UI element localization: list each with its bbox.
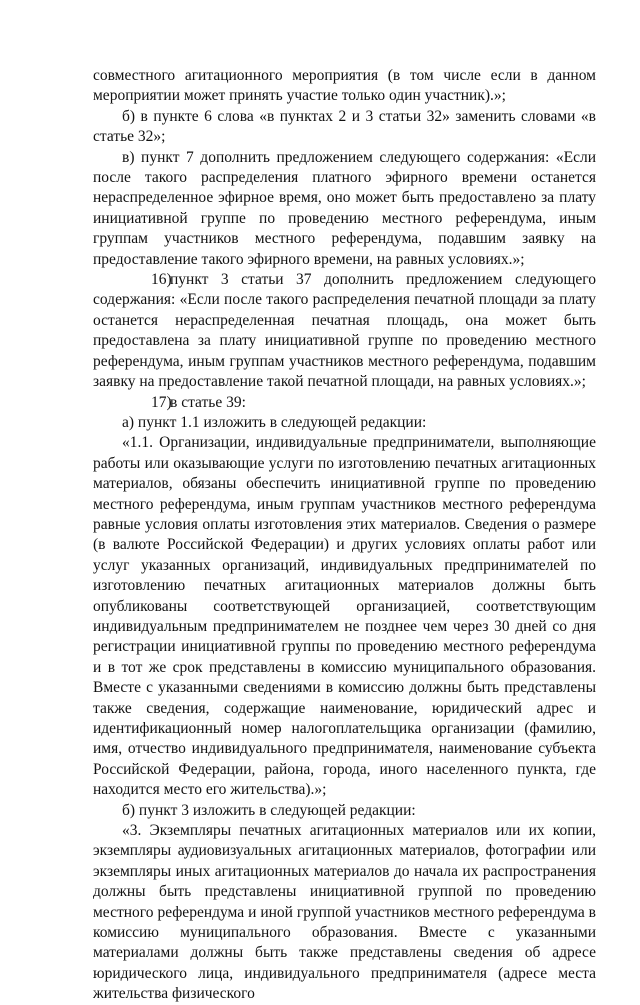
item-number: 17) [151, 393, 172, 411]
paragraph-item-17 [93, 393, 596, 413]
paragraph-item-b-point-3: б) пункт 3 изложить в следующей редакции: [122, 801, 416, 819]
paragraph-item-b-point-6: б) в пункте 6 слова «в пунктах 2 и 3 статьи 32» заменить словами «в статье 32»; [93, 107, 596, 146]
paragraph-item-a-point-1-1: а) пункт 1.1 изложить в следующей редакции: [122, 413, 427, 431]
paragraph-quote-1-1: «1.1. Организации, индивидуальные предприниматели, выполняющие работы или оказывающие услуги по изготовлению печатных агитационных материалов, обязаны обеспечить инициативной группе по проведению местного референдума, иным группам участников местного референдума равные условия оплаты изготовления этих материалов. Сведения о размере (в валюте Российской Федерации) и других условиях оплаты работ или услуг указанных организаций, индивидуальных предпринимателей по изготовлению печатных агитационных материалов должны быть опубликованы соответствующей организацией, соответствующим индивидуальным предпринимателем не позднее чем через 30 дней со дня регистрации инициативной группы по проведению местного референдума и в тот же срок представлены в комиссию муниципального образования. Вместе с указанными сведениями в комиссию должны быть представлены также сведения, содержащие наименование, юридический адрес и идентификационный номер налогоплательщика организации (фамилию, имя, отчество индивидуального предпринимателя, наименование субъекта Российской Федерации, района, города, иного населенного пункта, где находится место его жительства).»; [93, 434, 596, 799]
item-number: 16) [151, 271, 172, 289]
paragraph-continuation: совместного агитационного мероприятия (в том числе если в данном мероприятии может принять участие только один участник).»; [93, 67, 596, 105]
paragraph-text: пункт 3 статьи 37 дополнить предложением следующего содержания: «Если после такого распределения печатной площади за плату останется нераспределенная печатная площадь, она может быть предоставлена за плату инициативной группе по проведению местного референдума, иным группам участников местного референдума, подавшим заявку на предоставление такой печатной площади, на равных условиях.»; [93, 271, 596, 391]
paragraph-item-16 [93, 270, 596, 392]
paragraph-text: в статье 39: [170, 393, 246, 411]
paragraph-item-v-point-7: в) пункт 7 дополнить предложением следующего содержания: «Если после такого распределения платного эфирного времени останется нераспределенное эфирное время, оно может быть предоставлено за плату инициативной группе по проведению местного референдума, иным группам участников местного референдума, подавшим заявку на предоставление такого эфирного времени, на равных условиях.»; [93, 148, 596, 268]
document-page [93, 66, 596, 1005]
paragraph-quote-3: «3. Экземпляры печатных агитационных материалов или их копии, экземпляры аудиовизуальных агитационных материалов, фотографии или экземпляры иных агитационных материалов до начала их распространения должны быть представлены инициативной группой по проведению местного референдума и иной группой участников местного референдума в комиссию муниципального образования. Вместе с указанными материалами должны быть также представлены сведения об адресе юридического лица, индивидуального предпринимателя (адресе места жительства физического [93, 822, 596, 1003]
